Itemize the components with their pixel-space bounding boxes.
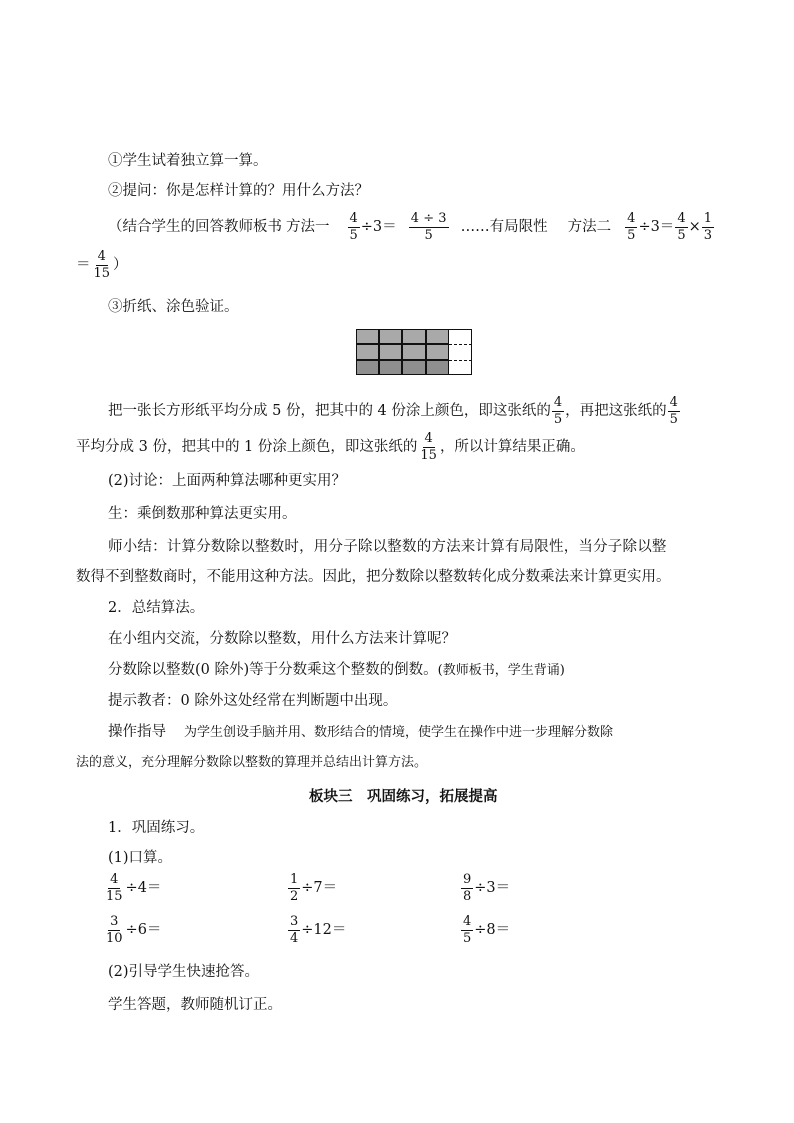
guide-text: 为学生创设手脑并用、数形结合的情境，使学生在操作中进一步理解分数除 [184,725,614,740]
fraction: $\frac{1}{3}$ [703,211,713,243]
shaded-cell [356,360,379,375]
shaded-cell [379,360,402,375]
times-sign: × [688,218,701,235]
method-2-label: 方法二 [567,218,612,235]
fraction: $\frac{9}{8}$ [463,872,472,904]
exercise-item [103,915,161,945]
fraction: $\frac{4}{5}$ [553,395,563,427]
fraction: $\frac{4}{5}$ [677,211,686,243]
step-3: ③折纸、涂色验证。 [108,299,239,315]
shaded-cell [402,344,425,359]
guide-label: 操作指导 [108,724,166,740]
big-fraction: $\frac{4 \div 3}{5}$ [410,211,447,243]
explain-line-1 [108,396,681,426]
explain-line-2 [76,432,585,462]
shaded-cell [356,344,379,359]
fraction: $\frac{3}{10}$ [106,914,123,946]
rule-main: 分数除以整数(0 除外)等于分数乘这个整数的倒数。 [108,662,438,678]
fraction: $\frac{4}{5}$ [349,211,358,243]
shaded-cell [426,329,449,344]
board-line-2 [76,250,128,280]
fraction: $\frac{4}{5}$ [669,395,678,427]
rule-title: 2．总结算法。 [108,600,205,616]
div-text: ÷3＝ [638,218,675,235]
blank-cell [449,344,472,359]
explain-text: 把一张长方形纸平均分成 5 份，把其中的 4 份涂上颜色，即这张纸的 [108,402,551,419]
exercise-op: ÷4＝ [125,879,162,896]
board-intro: （结合学生的回答教师板书 [108,218,282,235]
fraction: $\frac{4}{15}$ [106,872,123,904]
exercise-item [460,873,510,903]
exercise-op: ÷3＝ [474,879,511,896]
exercise-op: ÷8＝ [474,921,511,938]
blank-cell [449,360,472,375]
fraction: $\frac{4}{15}$ [93,249,111,281]
step-2: ②提问：你是怎样计算的？用什么方法？ [108,183,369,199]
shaded-cell [426,360,449,375]
discussion-answer: 生：乘倒数那种算法更实用。 [108,506,297,522]
fraction: $\frac{1}{2}$ [290,872,299,904]
shaded-cell [356,329,379,344]
div-text: ÷3＝ [360,218,397,235]
exercise-op: ÷7＝ [301,879,338,896]
tip: 提示教者：0 除外这处经常在判断题中出现。 [108,693,398,709]
exercise-op: ÷12＝ [301,921,347,938]
limited-text: ……有局限性 [460,218,548,235]
shaded-cell [426,344,449,359]
section-heading: 板块三 巩固练习，拓展提高 [309,789,498,805]
shaded-cell [402,360,425,375]
rule-note: (教师板书，学生背诵) [437,663,565,678]
practice-item-1: 1．巩固练习。 [108,820,205,836]
fraction: $\frac{4}{5}$ [463,914,472,946]
fraction: $\frac{3}{4}$ [290,914,299,946]
explain-text: 平均分成 3 份，把其中的 1 份涂上颜色，即这张纸的 [76,438,418,455]
shaded-cell [402,329,425,344]
exercise-item [287,873,337,903]
method-1-label: 方法一 [286,218,330,235]
fraction: $\frac{4}{5}$ [627,211,636,243]
equals: ＝ [76,256,91,273]
blank-cell [449,329,472,344]
discussion-question: (2)讨论：上面两种算法哪种更实用？ [108,473,347,489]
oral-calc-label: (1)口算。 [108,850,173,866]
guide-line-1 [108,725,613,740]
rule-statement [108,663,565,678]
step-1: ①学生试着独立算一算。 [108,153,268,169]
exercise-item [103,873,161,903]
shaded-cell [379,329,402,344]
quick-answer-label: (2)引导学生快速抢答。 [108,964,260,980]
explain-text: ，再把这张纸的 [565,402,667,419]
shaded-cell [379,344,402,359]
close-paren: ） [113,256,128,273]
board-line [108,212,715,242]
exercise-item [460,915,510,945]
explain-text: ，所以计算结果正确。 [439,438,585,455]
folded-paper-diagram [356,329,472,375]
guide-line-2: 法的意义，充分理解分数除以整数的算理并总结出计算方法。 [76,755,428,770]
teacher-summary-1: 师小结：计算分数除以整数时，用分子除以整数的方法来计算有局限性，当分子除以整 [108,539,667,555]
rule-question: 在小组内交流，分数除以整数，用什么方法来计算呢？ [108,631,456,647]
fraction: $\frac{4}{15}$ [420,431,437,463]
exercise-op: ÷6＝ [125,921,162,938]
teacher-summary-2: 数得不到整数商时，不能用这种方法。因此，把分数除以整数转化成分数乘法来计算更实用。 [76,569,671,585]
exercise-item [287,915,346,945]
student-answer: 学生答题，教师随机订正。 [108,997,282,1013]
